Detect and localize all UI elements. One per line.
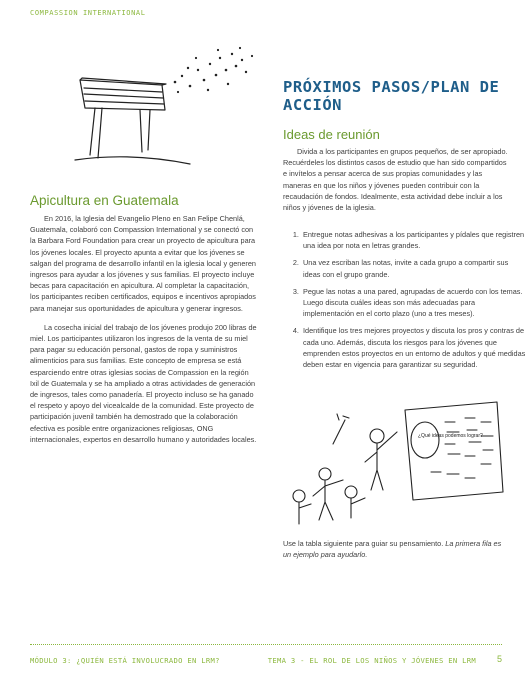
ideas-intro xyxy=(283,146,508,213)
page-title: PRÓXIMOS PASOS/PLAN DE ACCIÓN xyxy=(283,78,500,114)
beehive-illustration xyxy=(70,40,260,180)
list-item: 2. Una vez escriban las notas, invite a cada grupo a compartir sus ideas con el grupo grande. xyxy=(301,257,526,279)
caption-text: Use la tabla siguiente para guiar su pensamiento. xyxy=(283,539,444,548)
list-item: 3. Pegue las notas a una pared, agrupadas de acuerdo con los temas. Luego discuta cuáles ideas son más adecuadas para implementación en el corto plazo (uno a tres meses). xyxy=(301,286,526,320)
board-text: ¿Qué ideas podemos lograr? xyxy=(418,433,483,439)
caption-italic: La primera fila es un ejemplo para ayudarlo. xyxy=(283,539,502,560)
paragraph: Divida a los participantes en grupos pequeños, de ser apropiado. Recuérdeles los distintos casos de estudio que han sido compartidos e invítelos a pensar acerca de sus propias comunidades y las maneras en que los niños y jóvenes pueden contribuir con la recaudación de fondos. Idealmente, esta actividad debe incluir a los niños y jóvenes de la iglesia. xyxy=(283,147,508,213)
paragraph: La cosecha inicial del trabajo de los jóvenes produjo 200 libras de miel. Los participantes utilizaron los ingresos de la venta de su miel para pagar su educación personal, gastos de ropa y suministros alimenticios para sus familias. Este concepto de empresa se está esparciendo entre otras iglesias socias de Compassion en la región Ixil de Guatemala y se ha ampliado a otras actividades de generación de ingresos, tales como panadería. El proyecto incluso se ha ganado el respeto y apoyo del vicealcalde de la comunidad. Este proyecto de participación juvenil también ha demostrado que la colaboración efectiva es posible entre organizaciones religiosas, ONG internacionales, expertos en desarrollo humano y autoridades locales. xyxy=(30,322,257,444)
page-number: 5 xyxy=(496,654,502,664)
steps-list xyxy=(283,229,526,376)
brainstorm-illustration xyxy=(285,392,510,527)
footer-topic: TEMA 3 - EL ROL DE LOS NIÑOS Y JÓVENES EN LRM xyxy=(267,656,476,665)
list-item: 4. Identifique los tres mejores proyectos y discuta los pros y contras de cada uno. Además, discuta los riesgos para los jóvenes que emprenden estos proyectos en un entorno de adultos y qué medidas deben estar en vigencia para garantizar su seguridad. xyxy=(301,325,526,370)
header-label: COMPASSION INTERNATIONAL xyxy=(30,9,146,17)
paragraph: En 2016, la Iglesia del Evangelio Pleno en San Felipe Chenlá, Guatemala, colaboró con Compassion International y se conectó con la Barbara Ford Foundation para crear un proyecto de apicultura para los jóvenes locales. El proyecto apunta a evitar que los jóvenes se salgan del programa de desarrollo infantil en la iglesia local y generen ingresos para ayudar a los jóvenes y sus familias. El proyecto incluye becas para capacitación en apicultura. Al completar la capacitación, los participantes reciben certificados, equipos e incentivos apropiados para manejar sus oportunidades de apicultura y generar ingresos. xyxy=(30,214,256,313)
list-item: 1. Entregue notas adhesivas a los participantes y pídales que registren una idea por nota en letras grandes. xyxy=(301,229,526,251)
section-title-apicultura: Apicultura en Guatemala xyxy=(30,193,179,208)
apicultura-body xyxy=(30,213,258,445)
caption xyxy=(283,538,505,560)
footer-divider xyxy=(30,644,502,645)
footer-module: MÓDULO 3: ¿QUIÉN ESTÁ INVOLUCRADO EN LRM? xyxy=(30,656,220,665)
section-title-ideas: Ideas de reunión xyxy=(283,127,380,142)
